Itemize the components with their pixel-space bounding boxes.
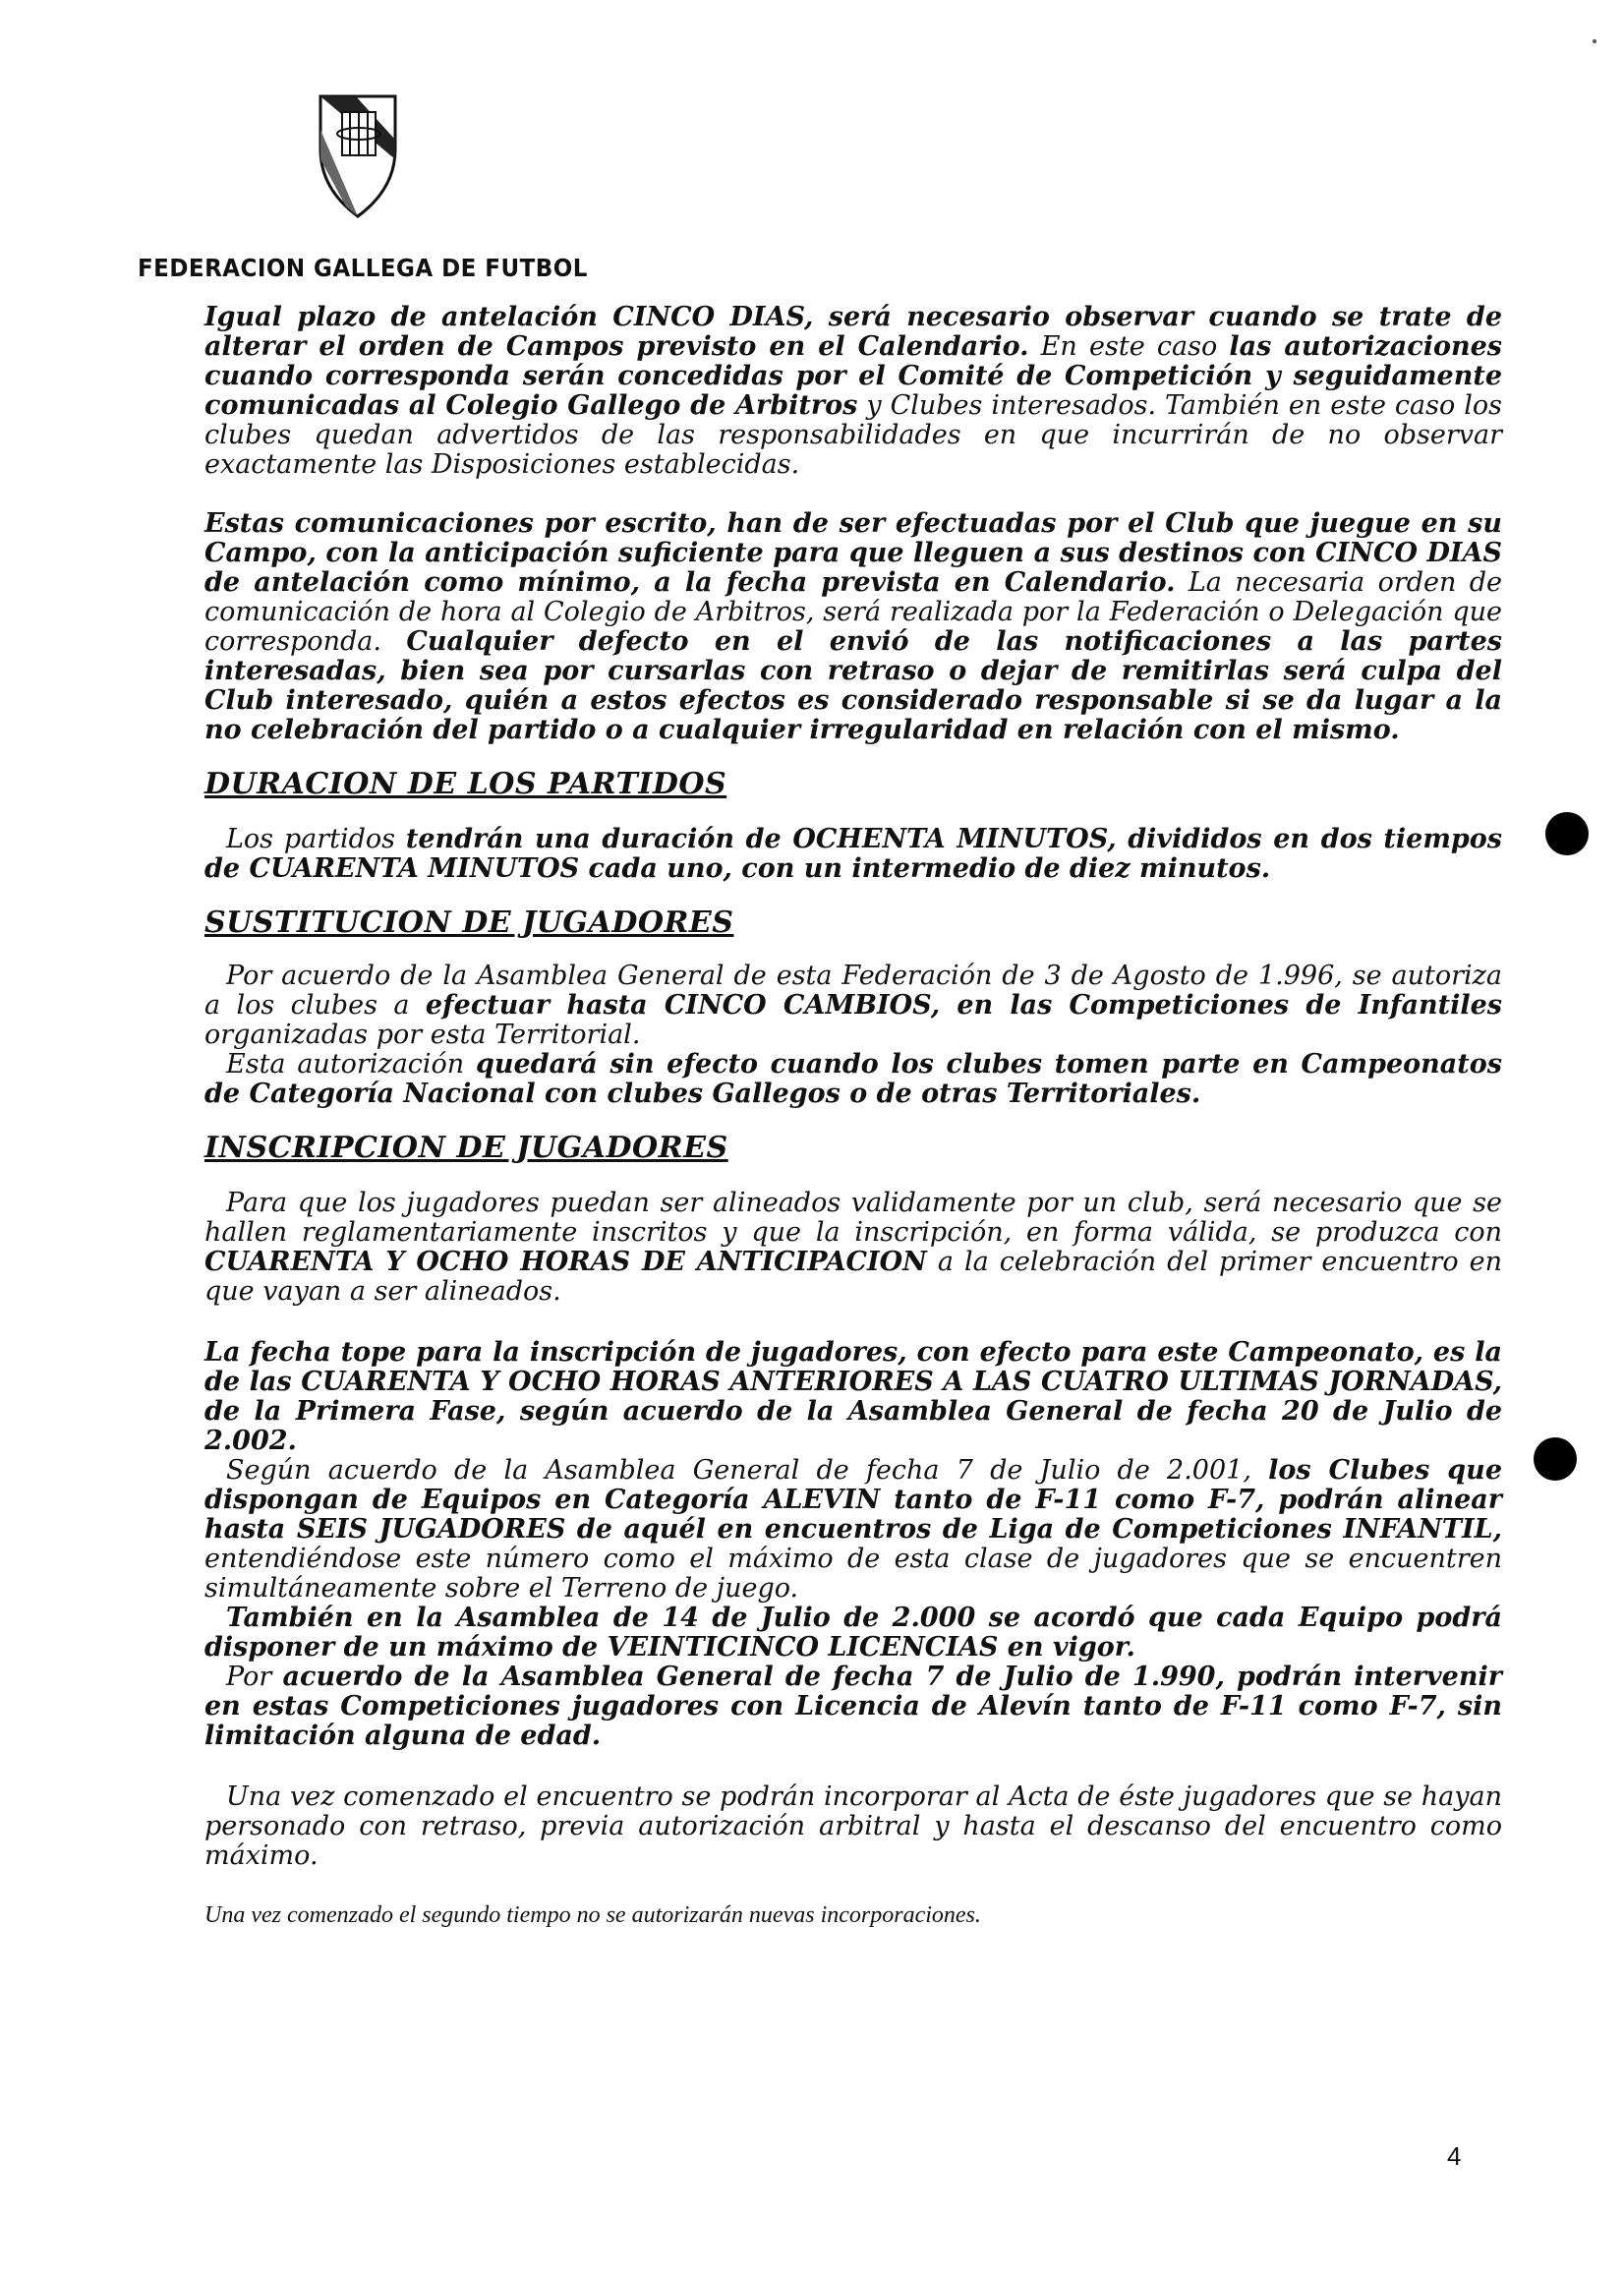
paragraph-sustitucion-1 [204,962,1502,1050]
alevin-text-3: entendiéndose este número como el máximo de esta clase de jugadores que se encuentren simultáneamente sobre el Terreno de juego. [204,1544,1502,1604]
plazo-text-2: En este caso [1028,331,1230,362]
comunicaciones-text-2: La necesaria orden de comunicación de hora al Colegio de Arbitros, será realizada por la Federación o Delegación que corresponda. [204,567,1502,657]
note-segundo-tiempo: Una vez comenzado el segundo tiempo no se autorizarán nuevas incorporaciones. [204,1902,981,1928]
sustitucion-text-1: Por acuerdo de la Asamblea General de esta Federación de 3 de Agosto de 1.996, se autoriza a los clubes a [204,961,1502,1021]
plazo-text-1: Igual plazo de antelación CINCO DIAS, será necesario observar cuando se trate de alterar el orden de Campos previsto en el Calendario. [204,302,1502,362]
federation-crest-logo [317,90,399,220]
comunicaciones-text-1: Estas comunicaciones por escrito, han de ser efectuadas por el Club que juegue en su Campo, con la anticipación suficiente para que lleguen a sus destinos con CINCO DIAS de antelación como mínimo, a la fecha prevista en Calendario. [204,508,1502,598]
paragraph-inscripcion-1 [204,1189,1502,1307]
organization-name: FEDERACION GALLEGA DE FUTBOL [138,254,588,282]
document-body [204,303,1502,1930]
heading-sustitucion: SUSTITUCION DE JUGADORES [204,905,734,940]
paragraph-alevin [204,1456,1502,1604]
inscripcion-text-1: Para que los jugadores puedan ser alineados validamente por un club, será necesario que se hallen reglamentariamente inscritos y que la inscripción, en forma válida, se produzca con [204,1188,1502,1248]
paragraph-plazo [204,303,1502,480]
paragraph-incorporacion: Una vez comenzado el encuentro se podrán incorporar al Acta de éste jugadores que se hayan personado con retraso, previa autorización arbitral y hasta el descanso del encuentro como máximo. [204,1781,1502,1871]
licencia-alevin-text-2: acuerdo de la Asamblea General de fecha 7 de Julio de 1.990, podrán intervenir en estas Competiciones jugadores con Licencia de Alevín tanto de F-11 como F-7, sin limitación alguna de edad. [204,1662,1502,1751]
paragraph-sustitucion-2 [204,1050,1502,1109]
plazo-text-4: y Clubes interesados. También en este caso los clubes quedan advertidos de las responsabilidades en que incurrirán de no observar exactamente las Disposiciones establecidas. [204,390,1502,480]
paragraph-licencias: También en la Asamblea de 14 de Julio de 2.000 se acordó que cada Equipo podrá disponer de un máximo de VEINTICINCO LICENCIAS en vigor. [204,1603,1502,1663]
alevin-text-2: los Clubes que dispongan de Equipos en Categoría ALEVIN tanto de F-11 como F-7, podrán alinear hasta SEIS JUGADORES de aquél en encuentros de Liga de Competiciones INFANTIL, [204,1455,1502,1545]
sustitucion-text-3: organizadas por esta Territorial. [204,1020,641,1050]
heading-duracion: DURACION DE LOS PARTIDOS [204,767,727,801]
comunicaciones-text-3: Cualquier defecto en el envió de las notificaciones a las partes interesadas, bien sea por cursarlas con retraso o dejar de remitirlas será culpa del Club interesado, quién a estos efectos es considerado responsable si se da lugar a la no celebración del partido o a cualquier irregularidad en relación con el mismo. [204,626,1502,745]
scan-speck [1593,39,1596,43]
duracion-text-1: Los partidos [226,824,406,854]
sustitucion-text-4: Esta autorización [226,1049,477,1080]
inscripcion-text-2: CUARENTA Y OCHO HORAS DE ANTICIPACION [204,1247,927,1277]
paragraph-duracion [204,825,1502,884]
plazo-text-3: las autorizaciones cuando corresponda serán concedidas por el Comité de Competición y seguidamente comunicadas al Colegio Gallego de Arbitros [204,331,1503,421]
duracion-text-2: tendrán una duración de OCHENTA MINUTOS, divididos en dos tiempos de CUARENTA MINUTOS cada uno, con un intermedio de diez minutos. [204,824,1502,884]
paragraph-fecha-tope: La fecha tope para la inscripción de jugadores, con efecto para este Campeonato, es la de las CUARENTA Y OCHO HORAS ANTERIORES A LAS CUATRO ULTIMAS JORNADAS, de la Primera Fase, según acuerdo de la Asamblea General de fecha 20 de Julio de 2.002. [204,1337,1502,1456]
punch-hole-lower [1534,1437,1577,1481]
page-number: 4 [1447,2141,1462,2171]
sustitucion-text-2: efectuar hasta CINCO CAMBIOS, en las Competiciones de Infantiles [425,990,1502,1021]
licencia-alevin-text-1: Por [226,1662,283,1692]
paragraph-comunicaciones [204,509,1502,745]
punch-hole-upper [1545,812,1589,855]
alevin-text-1: Según acuerdo de la Asamblea General de fecha 7 de Julio de 2.001, [226,1455,1269,1486]
inscripcion-text-3: a la celebración del primer encuentro en que vayan a ser alineados. [204,1247,1502,1307]
sustitucion-text-5: quedará sin efecto cuando los clubes tomen parte en Campeonatos de Categoría Nacional con clubes Gallegos o de otras Territoriales. [204,1049,1502,1109]
heading-inscripcion: INSCRIPCION DE JUGADORES [204,1131,728,1165]
paragraph-licencia-alevin [204,1663,1502,1751]
